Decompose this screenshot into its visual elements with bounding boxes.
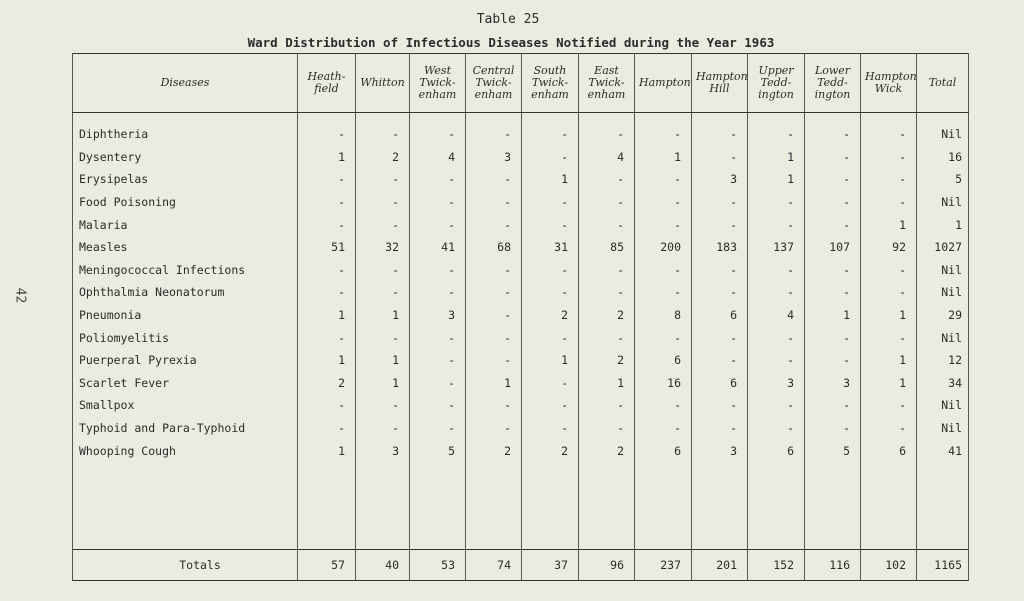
totals-label: Totals	[73, 550, 298, 581]
ward-count-cell: -	[692, 417, 748, 440]
ward-count-cell: 1	[748, 168, 805, 191]
ward-count-cell: 6	[692, 372, 748, 395]
ward-count-cell: -	[748, 349, 805, 372]
ward-distribution-table	[72, 53, 969, 581]
ward-count-cell: 1	[356, 372, 410, 395]
disease-name: Meningococcal Infections	[73, 259, 298, 282]
blank-cell	[861, 462, 917, 550]
ward-count-cell: -	[692, 326, 748, 349]
blank-row	[73, 462, 969, 550]
ward-total-cell: 37	[522, 550, 579, 581]
ward-count-cell: -	[579, 191, 635, 214]
column-header: Lower Tedd- ington	[805, 54, 861, 113]
ward-count-cell: -	[356, 113, 410, 146]
ward-count-cell: 68	[466, 236, 522, 259]
table-caption: Table 25	[476, 12, 540, 27]
ward-count-cell: -	[522, 372, 579, 395]
ward-count-cell: -	[805, 213, 861, 236]
column-header: Heath- field	[298, 54, 356, 113]
ward-count-cell: 3	[466, 146, 522, 169]
ward-count-cell: 6	[635, 439, 692, 462]
ward-count-cell: 1	[861, 213, 917, 236]
ward-count-cell: 6	[692, 304, 748, 327]
table-row	[73, 236, 969, 259]
ward-count-cell: -	[635, 281, 692, 304]
ward-count-cell: -	[466, 113, 522, 146]
ward-count-cell: -	[466, 191, 522, 214]
row-total-cell: Nil	[917, 326, 969, 349]
ward-total-cell: 53	[410, 550, 466, 581]
blank-cell	[917, 462, 969, 550]
totals-row	[73, 550, 969, 581]
ward-count-cell: -	[635, 213, 692, 236]
ward-count-cell: 4	[410, 146, 466, 169]
ward-count-cell: -	[522, 146, 579, 169]
ward-count-cell: -	[805, 168, 861, 191]
ward-count-cell: -	[356, 281, 410, 304]
ward-count-cell: -	[298, 168, 356, 191]
column-header: Total	[917, 54, 969, 113]
row-total-cell: 29	[917, 304, 969, 327]
ward-count-cell: 5	[805, 439, 861, 462]
ward-count-cell: -	[522, 281, 579, 304]
ward-count-cell: -	[522, 113, 579, 146]
ward-count-cell: 4	[748, 304, 805, 327]
blank-cell	[356, 462, 410, 550]
page-number: 42	[12, 287, 28, 304]
ward-count-cell: -	[410, 281, 466, 304]
ward-count-cell: 6	[748, 439, 805, 462]
ward-count-cell: -	[298, 213, 356, 236]
ward-count-cell: 1	[356, 304, 410, 327]
ward-count-cell: -	[748, 281, 805, 304]
ward-count-cell: 41	[410, 236, 466, 259]
ward-count-cell: -	[410, 113, 466, 146]
table-row	[73, 213, 969, 236]
ward-count-cell: -	[692, 191, 748, 214]
ward-count-cell: -	[466, 213, 522, 236]
disease-name: Dysentery	[73, 146, 298, 169]
ward-count-cell: -	[635, 326, 692, 349]
blank-cell	[579, 462, 635, 550]
disease-name: Ophthalmia Neonatorum	[73, 281, 298, 304]
ward-count-cell: 32	[356, 236, 410, 259]
ward-count-cell: -	[298, 113, 356, 146]
ward-total-cell: 116	[805, 550, 861, 581]
table-row	[73, 113, 969, 146]
table-row	[73, 146, 969, 169]
ward-count-cell: -	[579, 394, 635, 417]
column-header: West Twick- enham	[410, 54, 466, 113]
table-row	[73, 281, 969, 304]
ward-count-cell: 3	[410, 304, 466, 327]
ward-count-cell: -	[579, 168, 635, 191]
ward-count-cell: -	[635, 259, 692, 282]
ward-count-cell: -	[410, 372, 466, 395]
ward-total-cell: 96	[579, 550, 635, 581]
blank-cell	[635, 462, 692, 550]
ward-total-cell: 201	[692, 550, 748, 581]
ward-count-cell: 92	[861, 236, 917, 259]
ward-count-cell: -	[635, 394, 692, 417]
ward-count-cell: -	[466, 168, 522, 191]
ward-count-cell: -	[861, 168, 917, 191]
blank-cell	[522, 462, 579, 550]
disease-name: Erysipelas	[73, 168, 298, 191]
ward-count-cell: -	[579, 259, 635, 282]
row-total-cell: 12	[917, 349, 969, 372]
row-total-cell: 16	[917, 146, 969, 169]
ward-count-cell: 1	[522, 349, 579, 372]
ward-count-cell: -	[861, 394, 917, 417]
ward-count-cell: -	[356, 168, 410, 191]
ward-count-cell: 3	[805, 372, 861, 395]
column-header: East Twick- enham	[579, 54, 635, 113]
ward-count-cell: -	[635, 113, 692, 146]
ward-count-cell: -	[805, 417, 861, 440]
table-row	[73, 326, 969, 349]
disease-name: Typhoid and Para-Typhoid	[73, 417, 298, 440]
ward-count-cell: 4	[579, 146, 635, 169]
blank-cell	[692, 462, 748, 550]
blank-cell	[466, 462, 522, 550]
ward-count-cell: 51	[298, 236, 356, 259]
ward-count-cell: -	[748, 213, 805, 236]
row-total-cell: 1	[917, 213, 969, 236]
ward-count-cell: -	[861, 259, 917, 282]
ward-count-cell: -	[748, 259, 805, 282]
table-row	[73, 191, 969, 214]
ward-count-cell: 1	[861, 372, 917, 395]
ward-count-cell: -	[356, 326, 410, 349]
ward-count-cell: -	[692, 281, 748, 304]
row-total-cell: 5	[917, 168, 969, 191]
row-total-cell: Nil	[917, 259, 969, 282]
ward-count-cell: 137	[748, 236, 805, 259]
row-total-cell: 34	[917, 372, 969, 395]
ward-count-cell: -	[635, 168, 692, 191]
ward-count-cell: -	[466, 259, 522, 282]
ward-count-cell: -	[410, 191, 466, 214]
ward-count-cell: 2	[298, 372, 356, 395]
ward-count-cell: -	[410, 259, 466, 282]
disease-name: Poliomyelitis	[73, 326, 298, 349]
ward-count-cell: -	[805, 146, 861, 169]
ward-count-cell: 31	[522, 236, 579, 259]
ward-count-cell: 1	[298, 439, 356, 462]
ward-count-cell: -	[298, 281, 356, 304]
table-row	[73, 372, 969, 395]
blank-cell	[805, 462, 861, 550]
ward-count-cell: -	[356, 394, 410, 417]
ward-count-cell: -	[579, 326, 635, 349]
ward-count-cell: -	[748, 191, 805, 214]
ward-count-cell: 1	[861, 304, 917, 327]
ward-count-cell: -	[522, 394, 579, 417]
ward-count-cell: -	[861, 191, 917, 214]
ward-count-cell: -	[522, 213, 579, 236]
ward-count-cell: -	[692, 113, 748, 146]
ward-count-cell: -	[805, 349, 861, 372]
ward-total-cell: 74	[466, 550, 522, 581]
ward-count-cell: -	[805, 259, 861, 282]
ward-count-cell: -	[410, 417, 466, 440]
ward-count-cell: -	[410, 349, 466, 372]
ward-total-cell: 152	[748, 550, 805, 581]
ward-count-cell: 1	[298, 304, 356, 327]
ward-count-cell: -	[356, 191, 410, 214]
blank-cell	[73, 462, 298, 550]
ward-count-cell: -	[861, 417, 917, 440]
ward-count-cell: 1	[861, 349, 917, 372]
row-total-cell: Nil	[917, 417, 969, 440]
column-header: South Twick- enham	[522, 54, 579, 113]
ward-count-cell: -	[805, 113, 861, 146]
ward-count-cell: -	[861, 281, 917, 304]
ward-count-cell: -	[298, 259, 356, 282]
ward-count-cell: -	[410, 168, 466, 191]
ward-count-cell: 2	[579, 439, 635, 462]
ward-count-cell: 1	[805, 304, 861, 327]
ward-count-cell: -	[861, 326, 917, 349]
ward-count-cell: 3	[692, 168, 748, 191]
ward-count-cell: -	[466, 304, 522, 327]
ward-count-cell: 1	[635, 146, 692, 169]
table-row	[73, 304, 969, 327]
ward-count-cell: 1	[298, 146, 356, 169]
disease-name: Scarlet Fever	[73, 372, 298, 395]
ward-count-cell: 2	[522, 439, 579, 462]
row-total-cell: Nil	[917, 394, 969, 417]
ward-count-cell: -	[805, 326, 861, 349]
column-header: Hampton Wick	[861, 54, 917, 113]
blank-cell	[298, 462, 356, 550]
ward-count-cell: 5	[410, 439, 466, 462]
row-total-cell: Nil	[917, 281, 969, 304]
header-row	[73, 54, 969, 113]
ward-count-cell: -	[298, 326, 356, 349]
ward-count-cell: 3	[692, 439, 748, 462]
ward-count-cell: 2	[579, 304, 635, 327]
row-total-cell: 1027	[917, 236, 969, 259]
ward-count-cell: -	[466, 417, 522, 440]
row-total-cell: Nil	[917, 113, 969, 146]
ward-count-cell: -	[692, 146, 748, 169]
ward-count-cell: -	[579, 213, 635, 236]
ward-count-cell: -	[298, 394, 356, 417]
ward-total-cell: 102	[861, 550, 917, 581]
ward-count-cell: -	[356, 213, 410, 236]
ward-count-cell: 2	[522, 304, 579, 327]
table-title: Ward Distribution of Infectious Diseases Notified during the Year 1963	[247, 35, 775, 50]
ward-count-cell: -	[466, 281, 522, 304]
ward-count-cell: -	[356, 417, 410, 440]
ward-count-cell: 16	[635, 372, 692, 395]
disease-name: Diphtheria	[73, 113, 298, 146]
ward-count-cell: -	[805, 191, 861, 214]
ward-count-cell: 1	[579, 372, 635, 395]
table-row	[73, 259, 969, 282]
table-row	[73, 417, 969, 440]
ward-count-cell: 1	[466, 372, 522, 395]
ward-count-cell: 200	[635, 236, 692, 259]
ward-count-cell: 2	[579, 349, 635, 372]
column-header: Upper Tedd- ington	[748, 54, 805, 113]
ward-count-cell: 1	[356, 349, 410, 372]
ward-count-cell: -	[748, 394, 805, 417]
row-total-cell: 41	[917, 439, 969, 462]
ward-total-cell: 57	[298, 550, 356, 581]
disease-name: Puerperal Pyrexia	[73, 349, 298, 372]
ward-count-cell: -	[579, 417, 635, 440]
ward-count-cell: -	[861, 113, 917, 146]
ward-count-cell: -	[298, 417, 356, 440]
ward-count-cell: -	[805, 394, 861, 417]
ward-count-cell: -	[748, 417, 805, 440]
ward-count-cell: 85	[579, 236, 635, 259]
ward-count-cell: -	[298, 191, 356, 214]
table-row	[73, 349, 969, 372]
ward-count-cell: -	[410, 213, 466, 236]
table-row	[73, 168, 969, 191]
column-header: Diseases	[73, 54, 298, 113]
ward-count-cell: -	[805, 281, 861, 304]
ward-count-cell: -	[635, 191, 692, 214]
ward-count-cell: -	[692, 259, 748, 282]
ward-count-cell: -	[692, 394, 748, 417]
ward-count-cell: -	[579, 281, 635, 304]
blank-cell	[748, 462, 805, 550]
disease-name: Pneumonia	[73, 304, 298, 327]
ward-count-cell: 1	[522, 168, 579, 191]
ward-count-cell: 8	[635, 304, 692, 327]
ward-count-cell: -	[466, 394, 522, 417]
disease-name: Whooping Cough	[73, 439, 298, 462]
ward-count-cell: 3	[356, 439, 410, 462]
disease-name: Measles	[73, 236, 298, 259]
disease-name: Malaria	[73, 213, 298, 236]
ward-count-cell: -	[466, 349, 522, 372]
column-header: Hampton Hill	[692, 54, 748, 113]
ward-count-cell: -	[356, 259, 410, 282]
ward-count-cell: -	[466, 326, 522, 349]
ward-count-cell: 183	[692, 236, 748, 259]
grand-total-cell: 1165	[917, 550, 969, 581]
ward-count-cell: 6	[861, 439, 917, 462]
ward-total-cell: 237	[635, 550, 692, 581]
ward-count-cell: -	[522, 259, 579, 282]
ward-count-cell: -	[692, 213, 748, 236]
ward-count-cell: 1	[748, 146, 805, 169]
table-row	[73, 439, 969, 462]
table-row	[73, 394, 969, 417]
ward-total-cell: 40	[356, 550, 410, 581]
ward-count-cell: 2	[466, 439, 522, 462]
ward-count-cell: 3	[748, 372, 805, 395]
row-total-cell: Nil	[917, 191, 969, 214]
ward-count-cell: -	[522, 417, 579, 440]
ward-count-cell: -	[579, 113, 635, 146]
ward-count-cell: -	[522, 326, 579, 349]
ward-count-cell: 107	[805, 236, 861, 259]
column-header: Central Twick- enham	[466, 54, 522, 113]
ward-count-cell: 2	[356, 146, 410, 169]
ward-count-cell: -	[748, 326, 805, 349]
ward-count-cell: -	[748, 113, 805, 146]
ward-count-cell: 6	[635, 349, 692, 372]
ward-count-cell: -	[861, 146, 917, 169]
disease-name: Food Poisoning	[73, 191, 298, 214]
ward-count-cell: -	[410, 326, 466, 349]
ward-count-cell: -	[522, 191, 579, 214]
column-header: Hampton	[635, 54, 692, 113]
ward-count-cell: -	[635, 417, 692, 440]
column-header: Whitton	[356, 54, 410, 113]
disease-name: Smallpox	[73, 394, 298, 417]
ward-count-cell: -	[692, 349, 748, 372]
ward-count-cell: 1	[298, 349, 356, 372]
ward-count-cell: -	[410, 394, 466, 417]
blank-cell	[410, 462, 466, 550]
